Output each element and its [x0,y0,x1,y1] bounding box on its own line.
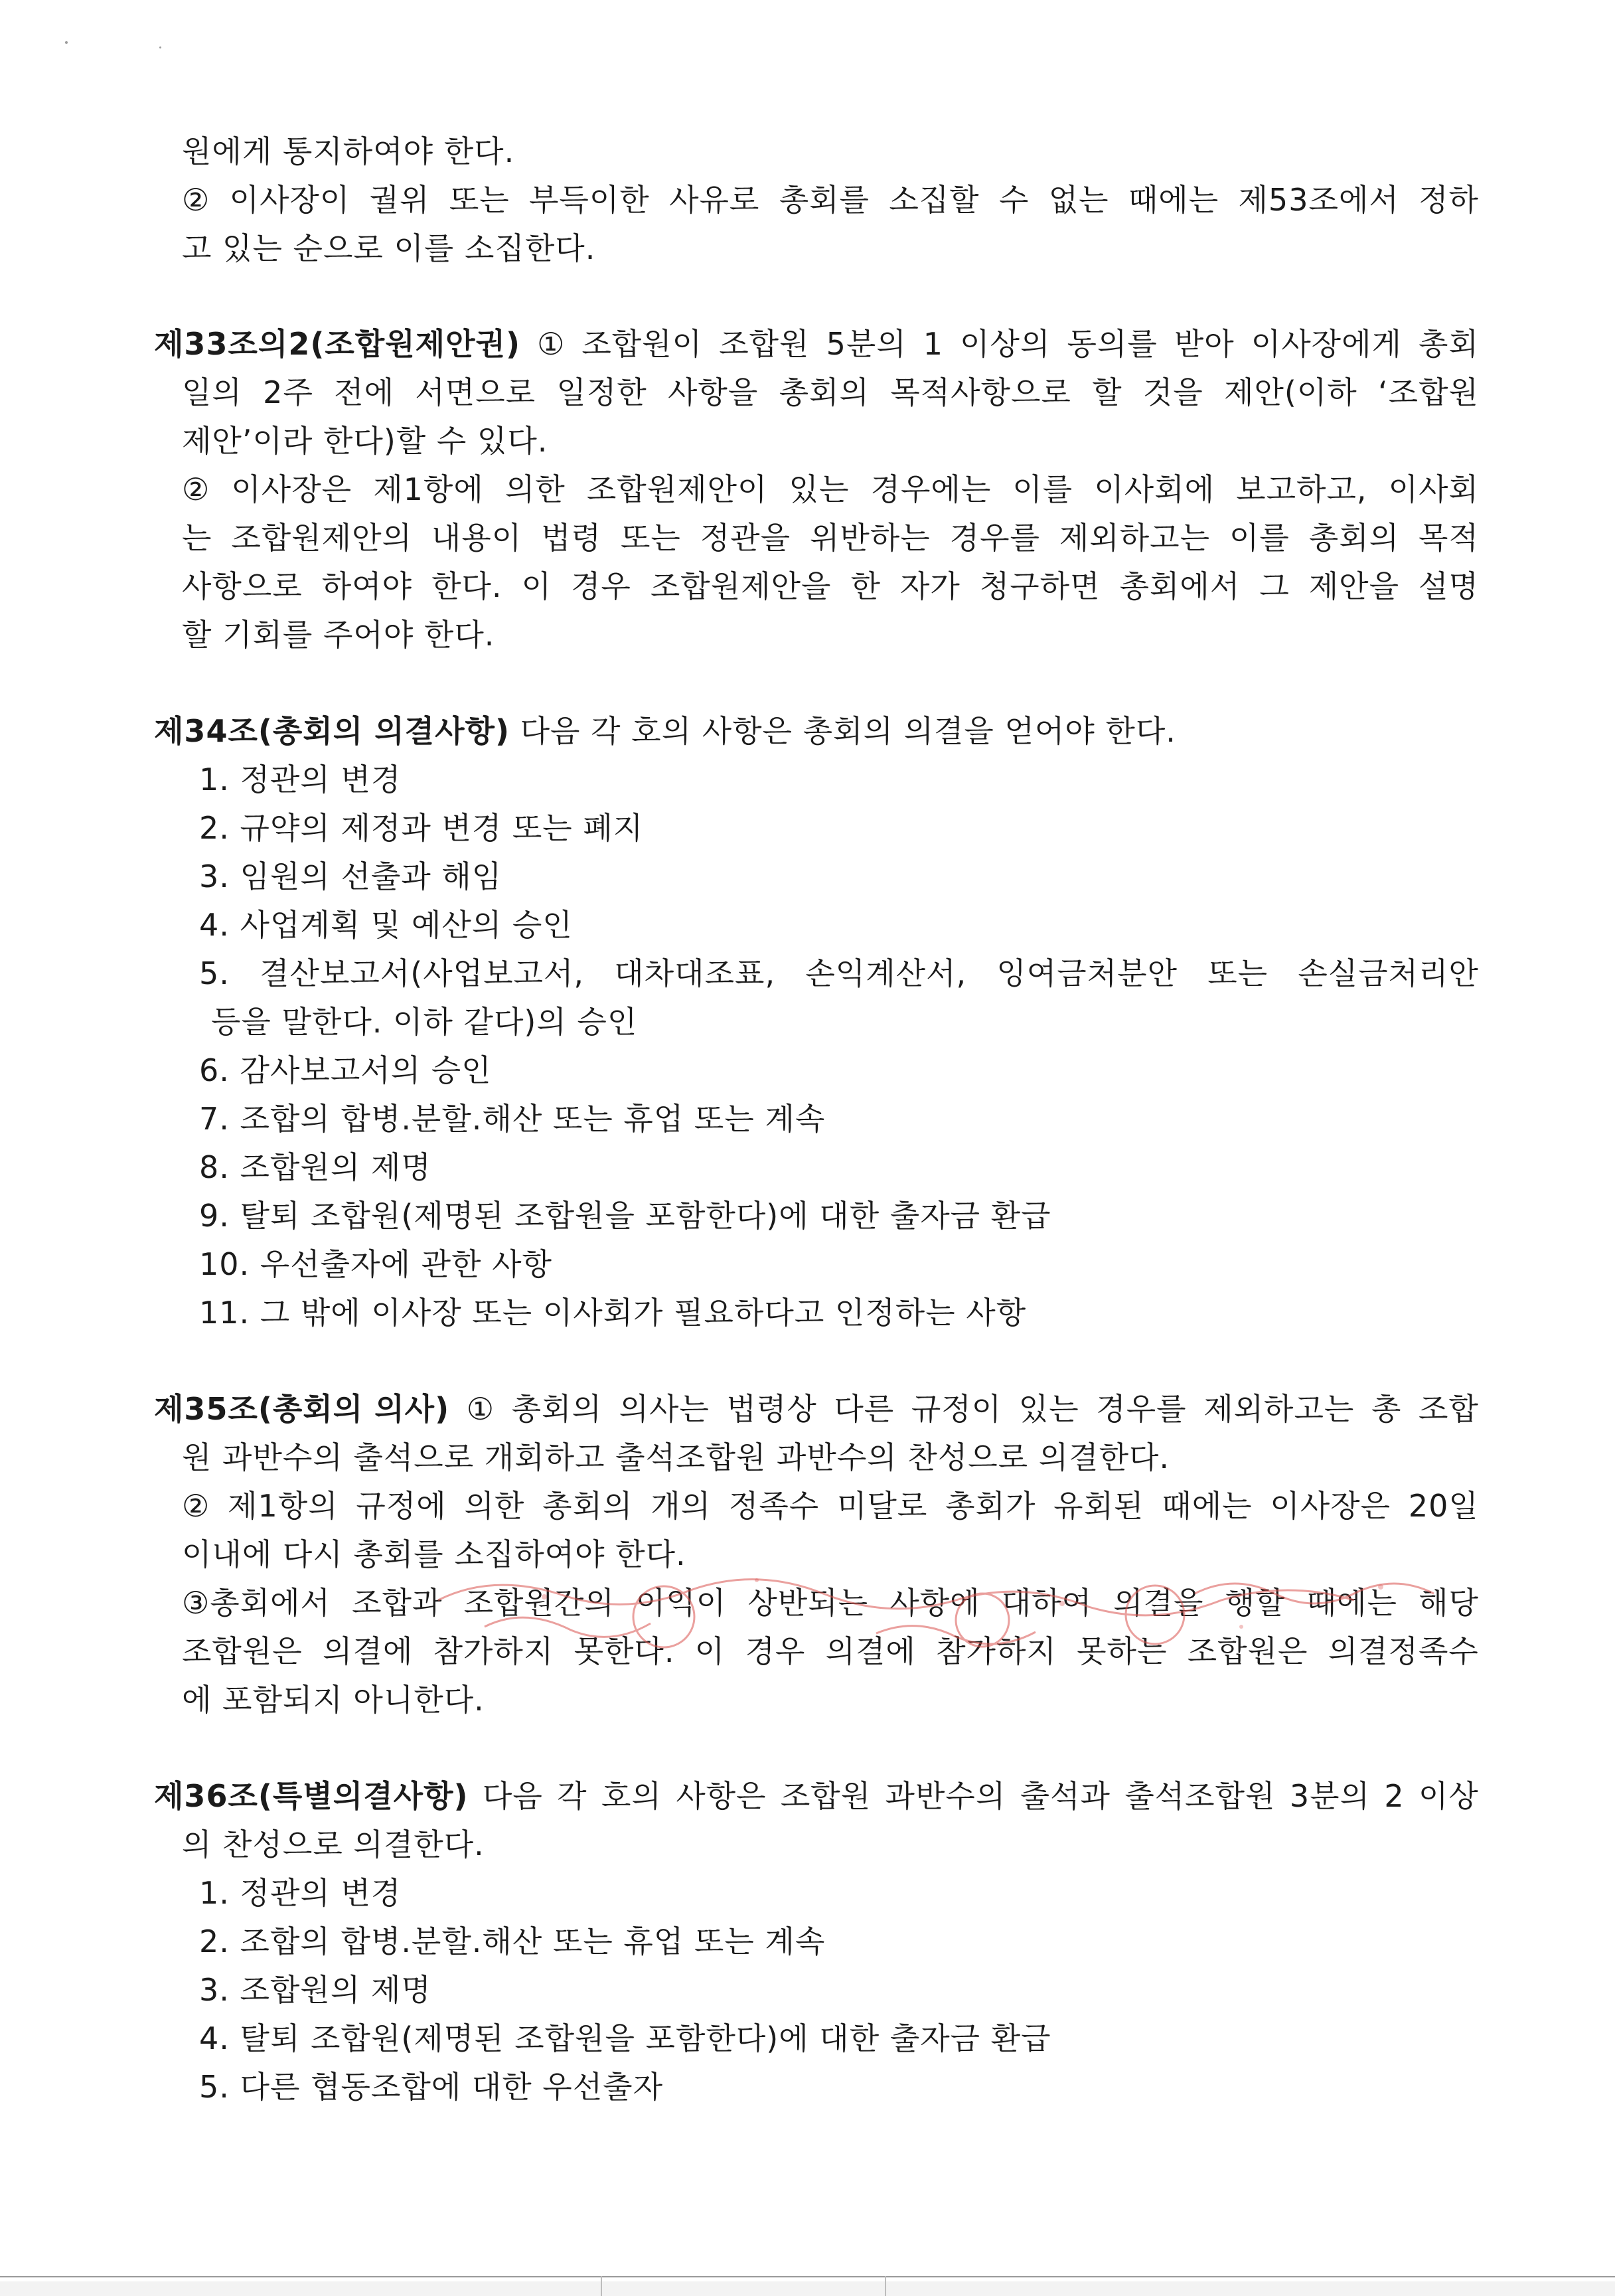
document-line [182,519,1479,556]
document-line [199,858,502,895]
word: 없는 [1048,182,1109,218]
line-text: 4. 사업계획 및 예산의 승인 [199,907,573,943]
word: 위반하는 [809,520,931,556]
word: 총회에서 [1119,568,1241,604]
line-text: 8. 조합원의 제명 [199,1149,431,1185]
word: 또는 [620,520,681,556]
word: 잉여금처분안 [996,955,1178,991]
line-text: 2. 조합의 합병.분할.해산 또는 휴업 또는 계속 [199,1924,826,1959]
word: 호의 [601,1778,662,1814]
word: 할 [1092,374,1122,410]
line-text: 에 포함되지 아니한다. [182,1682,485,1718]
word: 청구하면 [979,568,1101,604]
word: 이사회 [1388,471,1479,507]
document-line [182,230,595,267]
word: 제1항에 [373,471,484,507]
document-line [182,568,1479,605]
word: 또는 [449,182,510,218]
word: 설명 [1419,568,1479,604]
document-line [199,1052,492,1089]
word: 못하는 [1077,1633,1168,1669]
word: ② [182,471,210,507]
article-title: 제35조(총회의 의사) [154,1391,450,1427]
word: 이사장이 [229,182,350,218]
word: 경우를 [1096,1391,1187,1427]
word: 이상의 [960,326,1051,362]
article-title: 제33조의2(조합원제안권) [154,326,520,362]
word: 있는 [789,471,850,507]
word: 조합원 [780,1778,872,1814]
document-line [182,1681,485,1718]
document-line [182,1439,1170,1476]
word: 과반수의 [885,1778,1006,1814]
article-heading-line [154,1390,1479,1428]
line-text: 6. 감사보고서의 승인 [199,1052,492,1088]
word: 제안(이하 [1224,374,1357,410]
line-text: 4. 탈퇴 조합원(제명된 조합원을 포함한다)에 대한 출자금 환급 [199,2020,1051,2056]
line-text: 3. 조합원의 제명 [199,1972,431,2008]
line-text: 10. 우선출자에 관한 사항 [199,1246,552,1282]
word: 대차대조표, [614,955,776,991]
line-text: 의 찬성으로 의결한다. [182,1827,485,1862]
line-text: 등을 말한다. 이하 같다)의 승인 [211,1004,638,1040]
word: 사항에 [889,1585,980,1621]
line-text: 원에게 통지하여야 한다. [182,133,515,169]
word: 때에는 [1162,1488,1253,1524]
word: 조합 [1419,1391,1479,1427]
scan-speck [159,46,161,48]
word: 보고하고, [1236,471,1367,507]
word: 손실금처리안 [1298,955,1479,991]
scan-edge-tick [885,2276,886,2296]
word: 일의 [182,374,242,410]
word: 개의 [651,1488,712,1524]
word: ② [182,182,210,218]
word: 정관을 [700,520,791,556]
word: 다른 [834,1391,895,1427]
word: 동의를 [1067,326,1158,362]
word: 조합원은 [182,1633,303,1669]
document-line [182,181,1479,218]
word: 이를 [1012,471,1073,507]
word: 이익이 [635,1585,727,1621]
word: 이사장에게 [1251,326,1402,362]
word: 조합원이 [581,326,703,362]
document-line [182,1536,686,1573]
word: 5. [199,955,230,991]
word: 한 [850,568,881,604]
word: ② [182,1488,210,1524]
word: 목적 [1419,520,1479,556]
word: 규정에 [356,1488,447,1524]
document-line [199,1874,401,1912]
line-text: 제안’이라 한다)할 수 있다. [182,423,548,459]
line-text: 9. 탈퇴 조합원(제명된 조합원을 포함한다)에 대한 출자금 환급 [199,1198,1051,1234]
word: 하여야 [321,568,413,604]
article-heading-line [154,1777,1479,1815]
document-line [182,1633,1479,1670]
article-title: 제36조(특별의결사항) [154,1778,469,1814]
word: 경우 [745,1633,806,1669]
document-line [182,616,495,653]
word: 사항을 [668,374,759,410]
line-text: 고 있는 순으로 이를 소집한다. [182,230,596,266]
document-line [199,2068,663,2105]
document-line [199,1149,431,1186]
word: 미달로 [836,1488,928,1524]
word: 총 [1371,1391,1402,1427]
word: 조합원 [719,326,810,362]
word: 일정한 [556,374,647,410]
document-line [182,1826,485,1863]
line-text: 3. 임원의 선출과 해임 [199,859,502,894]
word: 1 [923,326,944,362]
word: 부득이한 [529,182,650,218]
document-line [199,761,401,798]
word: ① [466,1391,495,1427]
word: 조합원제안의 [231,520,412,556]
document-line [182,1487,1479,1524]
word: 유회된 [1053,1488,1144,1524]
document-line [199,1246,552,1283]
word: 다음 [482,1778,543,1814]
word: 결산보고서(사업보고서, [260,955,585,991]
word: 경우에는 [870,471,992,507]
scan-edge-tick [601,2276,602,2296]
document-line [199,1197,1051,1234]
word: 정족수 [728,1488,820,1524]
word: 참가하지 [936,1633,1057,1669]
word: 못한다. [574,1633,675,1669]
word: 받아 [1174,326,1235,362]
word: 대하여 [1001,1585,1093,1621]
word: 때에는 [1128,182,1219,218]
word: 2 [1384,1778,1405,1814]
line-text: 다음 각 호의 사항은 총회의 의결을 얻어야 한다. [510,713,1176,749]
document-line [199,1923,825,1960]
word: 총회를 [779,182,870,218]
word: 그 [1259,568,1290,604]
document-line [182,422,548,459]
word: 이상 [1419,1778,1479,1814]
word: 목적사항으로 [890,374,1071,410]
word: 이 [521,568,552,604]
word: 또는 [1207,955,1269,991]
word: 의한 [504,471,566,507]
word: 총회가 [945,1488,1036,1524]
word: 제1항의 [228,1488,339,1524]
word: ① [537,326,566,362]
word: 조합과 [352,1585,443,1621]
word: 의한 [464,1488,525,1524]
word: 조합원은 [1187,1633,1308,1669]
word: ③총회에서 [182,1585,331,1621]
word: 의결을 [1113,1585,1204,1621]
document-line [199,2020,1051,2057]
scan-edge-line [0,2276,1615,2277]
word: 것을 [1142,374,1203,410]
word: 의결정족수 [1328,1633,1479,1669]
line-text: 이내에 다시 총회를 소집하여야 한다. [182,1536,686,1572]
word: 수 [998,182,1030,218]
word: 때에는 [1306,1585,1397,1621]
word: 사항으로 [182,568,303,604]
document-line [199,809,643,847]
word: 이사장은 [231,471,352,507]
word: 정하 [1419,182,1479,218]
word: 내용이 [431,520,522,556]
article-title: 제34조(총회의 의결사항) [154,713,510,749]
document-line [211,1003,637,1040]
document-line [199,1294,1026,1331]
word: 총회의 [511,1391,602,1427]
article-heading-line [154,325,1479,363]
word: 이를 [1229,520,1290,556]
line-text: 7. 조합의 합병.분할.해산 또는 휴업 또는 계속 [199,1101,826,1137]
word: 제안을 [1308,568,1400,604]
document-line [182,374,1479,411]
document-line [199,955,1479,992]
word: 제외하고는 [1059,520,1211,556]
word: 법령상 [726,1391,817,1427]
word: 는 [182,520,212,556]
document-line [182,133,514,170]
article-heading-line [154,712,1176,750]
line-text: 1. 정관의 변경 [199,762,402,797]
document-line [199,1100,825,1137]
document-line [199,1971,431,2009]
word: 행할 [1225,1585,1286,1621]
word: 총회의 [779,374,870,410]
document-line [182,471,1479,508]
word: 의사는 [619,1391,710,1427]
word: 자가 [899,568,961,604]
word: 해당 [1419,1585,1479,1621]
word: 있는 [1018,1391,1079,1427]
word: ‘조합원 [1378,374,1479,410]
word: 출석과 [1020,1778,1111,1814]
word: 제53조에서 [1238,182,1399,218]
word: 이 [694,1633,726,1669]
word: 의결에 [323,1633,414,1669]
line-text: 할 기회를 주어야 한다. [182,617,495,653]
word: 법령 [541,520,602,556]
line-text: 11. 그 밖에 이사장 또는 이사회가 필요하다고 인정하는 사항 [199,1295,1027,1331]
word: 경우 [571,568,631,604]
word: 손익계산서, [805,955,967,991]
document-line [182,1584,1479,1621]
word: 2주 [263,374,313,410]
word: 이사장은 [1270,1488,1391,1524]
word: 경우를 [949,520,1040,556]
word: 출석조합원 [1124,1778,1276,1814]
word: 전에 [334,374,395,410]
line-text: 원 과반수의 출석으로 개회하고 출석조합원 과반수의 찬성으로 의결한다. [182,1439,1170,1475]
line-text: 1. 정관의 변경 [199,1875,402,1911]
word: 총회의 [1308,520,1400,556]
line-text: 2. 규약의 제정과 변경 또는 폐지 [199,810,644,846]
word: 참가하지 [433,1633,554,1669]
word: 20일 [1408,1488,1479,1524]
word: 한다. [431,568,502,604]
word: 궐위 [369,182,430,218]
word: 제외하고는 [1203,1391,1355,1427]
word: 조합원제안을 [650,568,832,604]
word: 3분의 [1289,1778,1370,1814]
scan-edge-band [0,2281,1615,2296]
word: 총회의 [542,1488,633,1524]
word: 조합원제안이 [586,471,768,507]
document-line [199,906,573,943]
word: 사유로 [669,182,760,218]
word: 의결에 [825,1633,916,1669]
word: 5분의 [826,326,907,362]
word: 사항은 [676,1778,767,1814]
word: 소집할 [889,182,980,218]
scan-speck [65,41,68,44]
word: 상반되는 [747,1585,869,1621]
line-text: 5. 다른 협동조합에 대한 우선출자 [199,2069,664,2105]
word: 조합원간의 [463,1585,615,1621]
word: 서면으로 [415,374,536,410]
word: 규정이 [911,1391,1002,1427]
word: 총회 [1419,326,1479,362]
word: 각 [557,1778,587,1814]
word: 이사회에 [1094,471,1215,507]
